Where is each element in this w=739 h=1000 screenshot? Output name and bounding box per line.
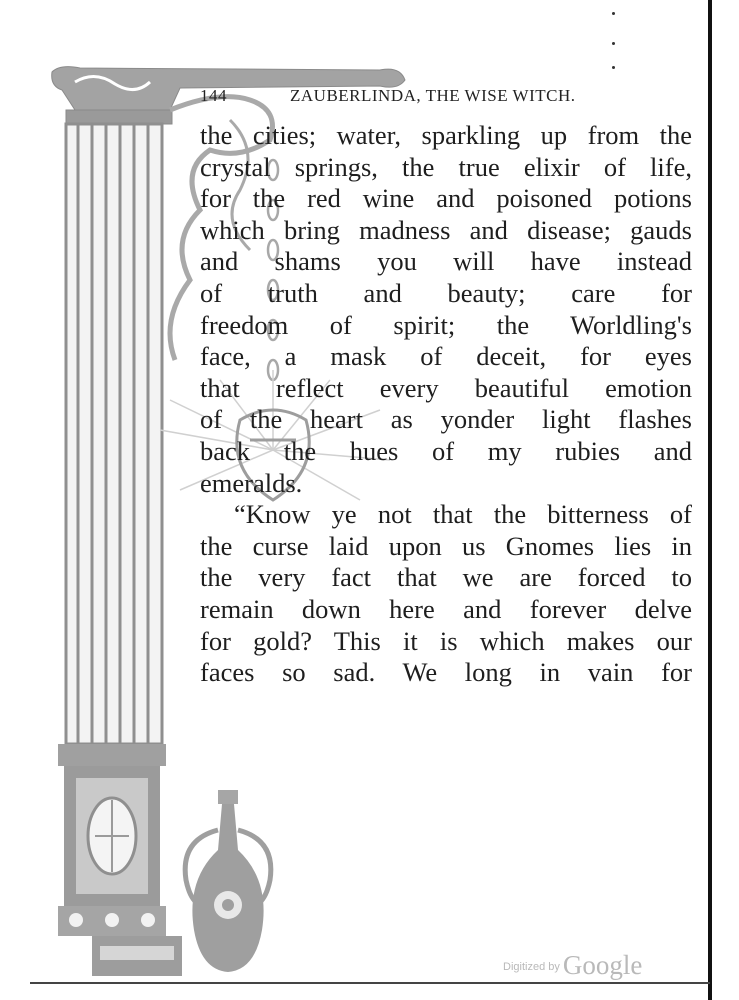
- text-line: “Know ye not that the bitterness of: [234, 499, 692, 530]
- text-line: for the red wine and poisoned potions: [200, 183, 692, 214]
- text-line: remain down here and forever delve: [200, 593, 692, 624]
- text-line: emeralds.: [200, 467, 303, 498]
- text-line: freedom of spirit; the Worldling's: [200, 309, 692, 340]
- text-line: of the heart as yonder light flashes: [200, 404, 692, 435]
- vase-ornament-icon: [185, 790, 271, 972]
- text-line: face, a mask of deceit, for eyes: [200, 341, 692, 372]
- running-head: [200, 86, 620, 106]
- text-line: the cities; water, sparkling up from the: [200, 120, 692, 150]
- page-number: 144: [200, 86, 227, 105]
- text-line: that reflect every beautiful emotion: [200, 372, 692, 403]
- text-line: the very fact that we are forced to: [200, 562, 692, 593]
- google-logo-text: Google: [562, 950, 643, 980]
- text-line: the curse laid upon us Gnomes lies in: [200, 530, 692, 561]
- text-line: crystal springs, the true elixir of life,: [200, 151, 692, 182]
- running-title: ZAUBERLINDA, THE WISE WITCH.: [290, 86, 576, 105]
- text-line: for gold? This it is which makes our: [200, 625, 692, 656]
- text-line: back the hues of my rubies and: [200, 435, 692, 466]
- text-line: faces so sad. We long in vain for: [200, 657, 692, 688]
- text-line: of truth and beauty; care for: [200, 277, 692, 308]
- text-line: which bring madness and disease; gauds: [200, 214, 692, 245]
- text-line: and shams you will have instead: [200, 246, 692, 277]
- digitized-watermark: [503, 950, 642, 981]
- digitized-by-label: Digitized by: [503, 961, 560, 973]
- body-text: [200, 120, 692, 689]
